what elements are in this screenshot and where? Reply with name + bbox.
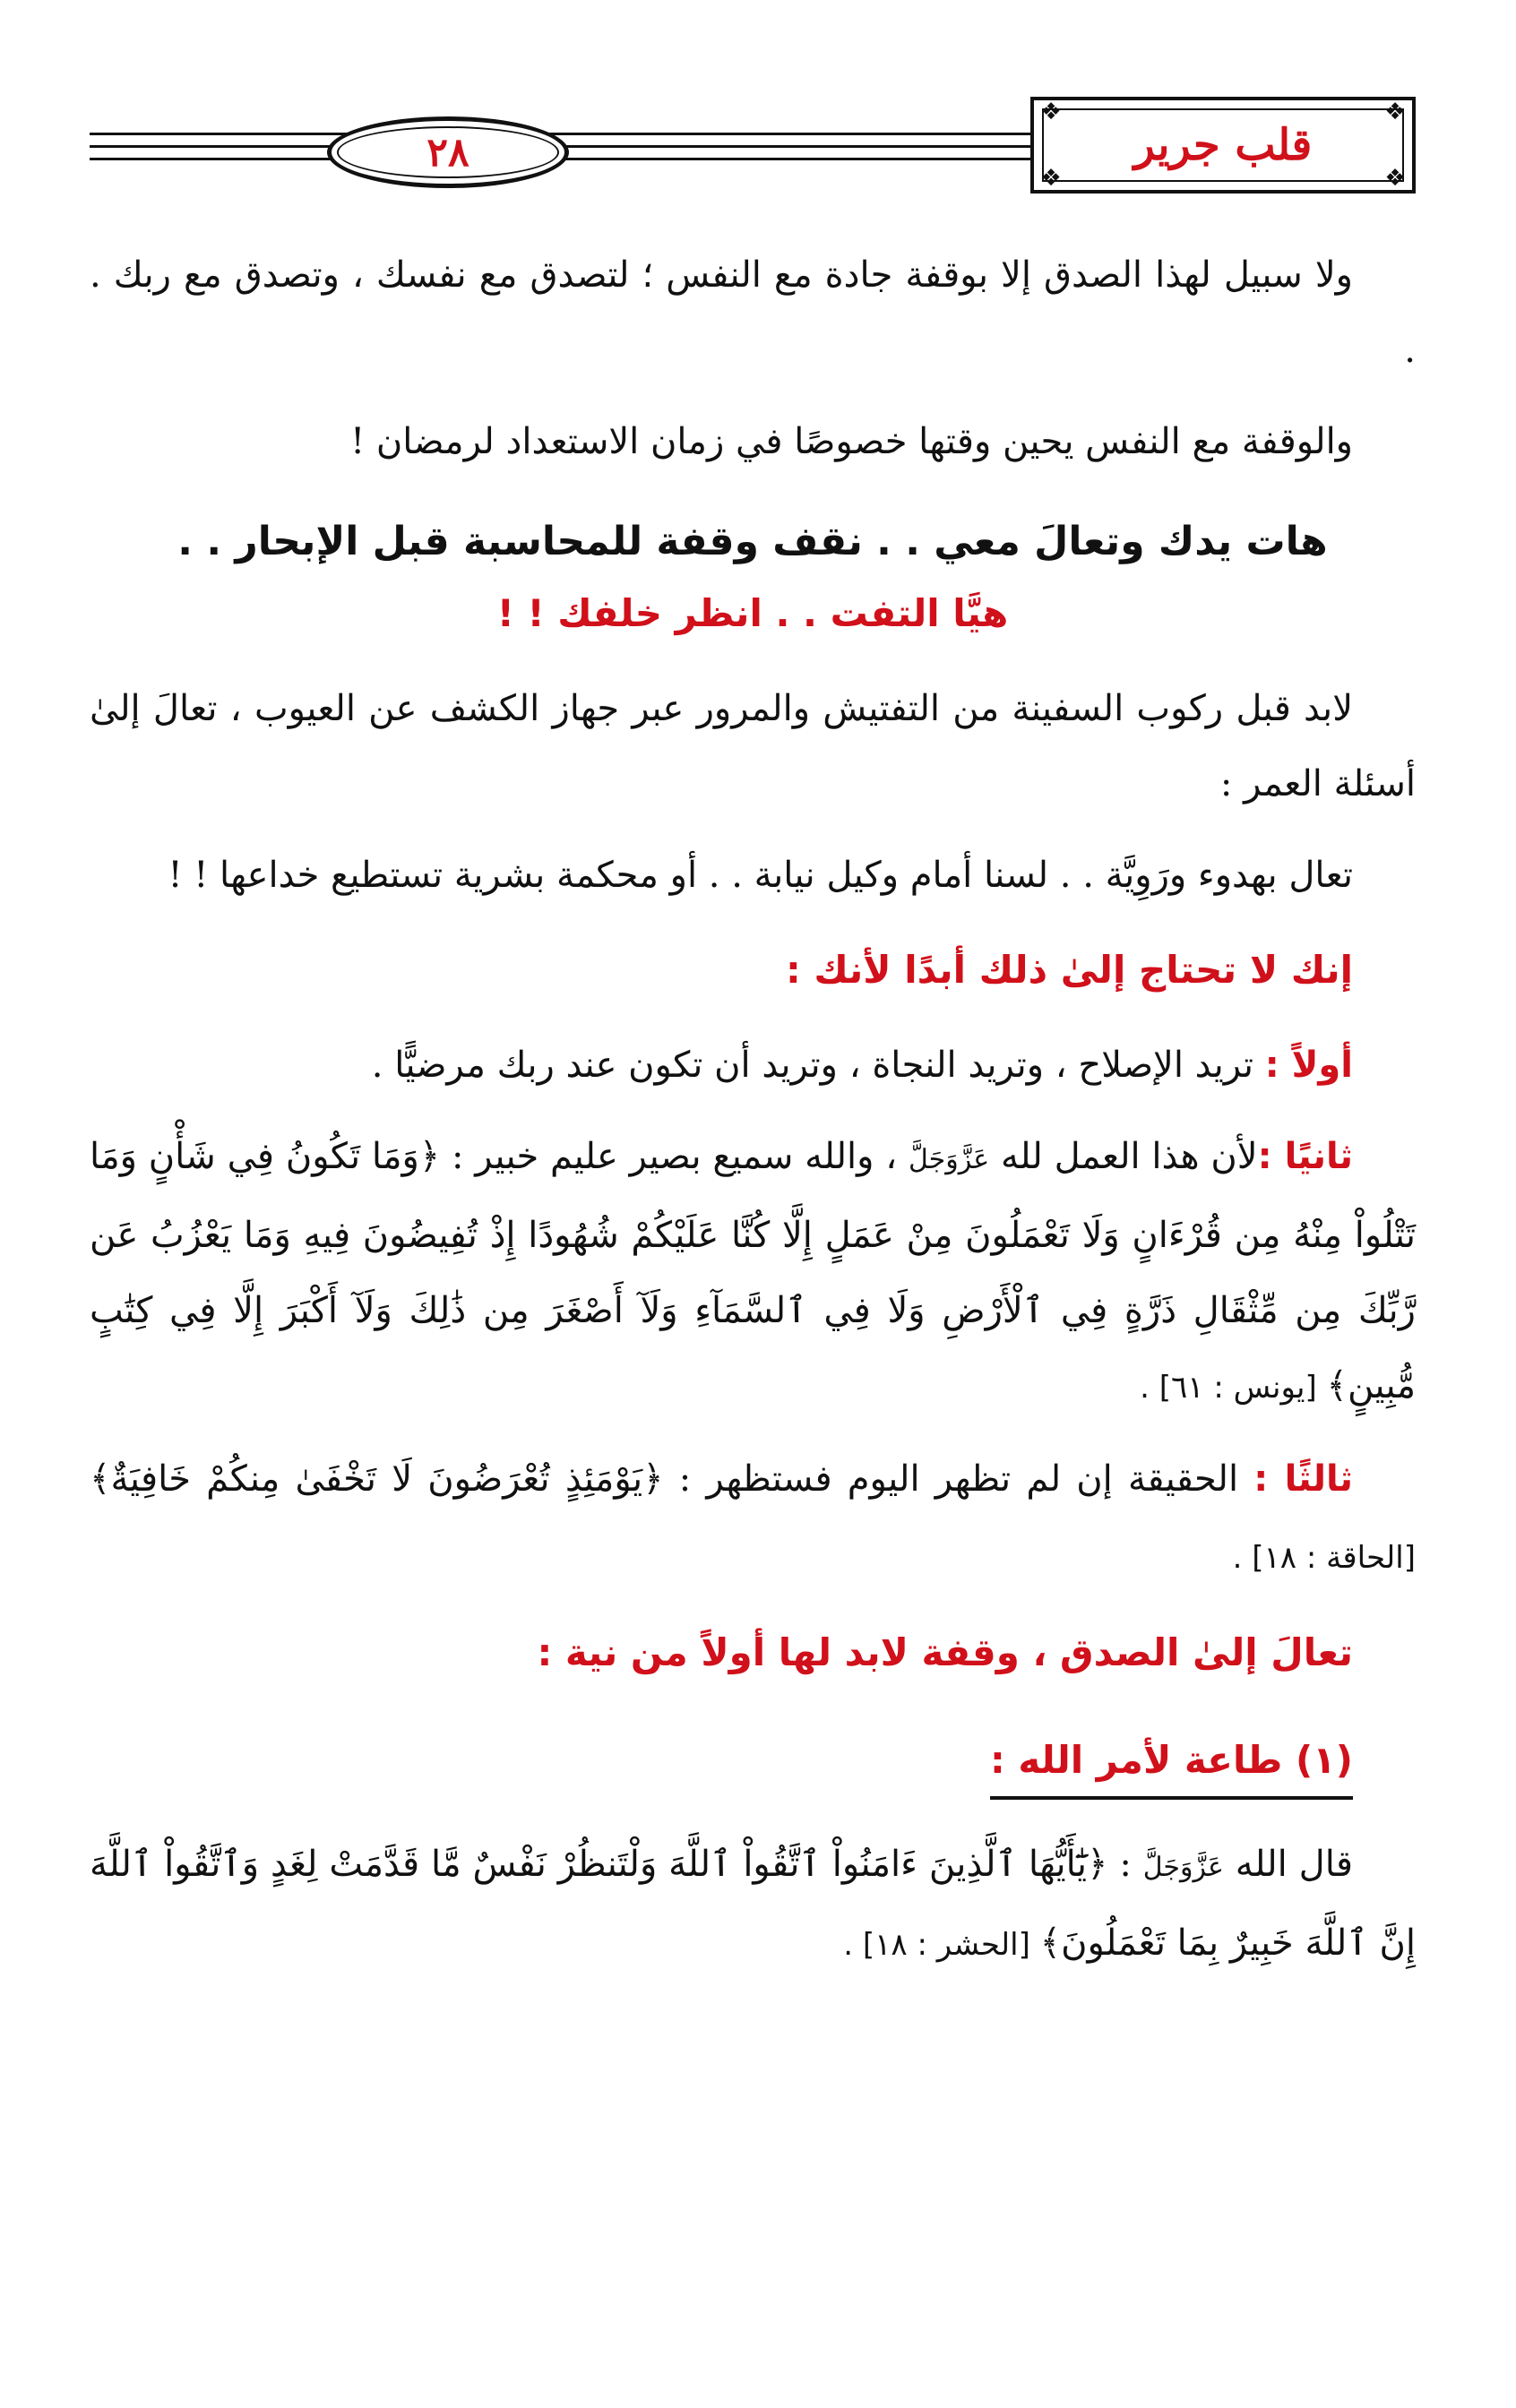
- book-title-frame: [1030, 97, 1416, 194]
- page-body: [90, 237, 1416, 1999]
- point-label: ثانيًا :: [1257, 1136, 1354, 1177]
- section-heading: تعالَ إلىٰ الصدق ، وقفة لابد لها أولاً من نية :: [537, 1630, 1353, 1674]
- corner-ornament-icon: ❖: [1384, 165, 1406, 192]
- point-third: [90, 1441, 1416, 1595]
- point-text: الحقيقة إن لم تظهر اليوم فستظهر :: [663, 1458, 1254, 1500]
- verse-reference: [الحشر : ١٨] .: [843, 1927, 1040, 1963]
- book-title: قلب جرير: [1133, 120, 1313, 170]
- honorific: عَزَّوَجَلَّ: [908, 1144, 990, 1175]
- corner-ornament-icon: ❖: [1040, 99, 1062, 125]
- point-second: [90, 1119, 1416, 1425]
- point-text: لأن هذا العمل لله: [989, 1136, 1258, 1177]
- paragraph: [90, 1827, 1416, 1982]
- point-label: ثالثًا :: [1253, 1458, 1354, 1500]
- sub-heading: (١) طاعة لأمر الله :: [990, 1728, 1353, 1800]
- quran-verse: ﴿يَوْمَئِذٍ تُعْرَضُونَ لَا تَخْفَىٰ مِنكُمْ خَافِيَةٌ﴾: [90, 1458, 664, 1500]
- bold-callout: هات يدك وتعالَ معي . . نقف وقفة للمحاسبة قبل الإبحار . .: [177, 519, 1328, 564]
- page-header: [90, 90, 1416, 215]
- paragraph-text: قال الله: [1223, 1844, 1354, 1885]
- paragraph: ولا سبيل لهذا الصدق إلا بوقفة جادة مع النفس ؛ لتصدق مع نفسك ، وتصدق مع ربك . .: [90, 254, 1416, 371]
- point-text: تريد الإصلاح ، وتريد النجاة ، وتريد أن تكون عند ربك مرضيًّا .: [371, 1045, 1265, 1086]
- red-callout: هيَّا التفت . . انظر خلفك ! !: [496, 591, 1009, 635]
- quran-verse: ﴿وَمَا تَكُونُ فِي شَأْنٍ وَمَا تَتْلُواْ مِنْهُ مِن قُرْءَانٍ وَلَا تَعْمَلُونَ مِنْ عَمَلٍ إِلَّا كُنَّا عَلَيْكُمْ شُهُودًا إِذْ تُفِيضُونَ فِيهِ وَمَا يَعْزُبُ عَن رَّبِّكَ مِن مِّثْقَالِ ذَرَّةٍ فِي ٱلْأَرْضِ وَلَا فِي ٱلسَّمَآءِ وَلَآ أَصْغَرَ مِن ذَٰلِكَ وَلَآ أَكْبَرَ إِلَّا فِي كِتَٰبٍ مُّبِينٍ﴾: [90, 1136, 1417, 1406]
- verse-reference: [يونس : ٦١] .: [1140, 1370, 1327, 1406]
- page-number-badge: [327, 116, 569, 188]
- paragraph-text: :: [1107, 1844, 1143, 1885]
- paragraph: لابد قبل ركوب السفينة من التفتيش والمرور عبر جهاز الكشف عن العيوب ، تعالَ إلىٰ أسئلة العمر :: [90, 688, 1416, 804]
- paragraph: تعال بهدوء ورَوِيَّة . . لسنا أمام وكيل نيابة . . أو محكمة بشرية تستطيع خداعها ! !: [168, 855, 1353, 896]
- corner-ornament-icon: ❖: [1384, 99, 1406, 125]
- page-number: ٢٨: [426, 129, 469, 176]
- paragraph: والوقفة مع النفس يحين وقتها خصوصًا في زمان الاستعداد لرمضان !: [350, 421, 1353, 462]
- honorific: عَزَّوَجَلَّ: [1142, 1852, 1224, 1883]
- quran-verse: ﴿يَٰٓأَيُّهَا ٱلَّذِينَ ءَامَنُواْ ٱتَّقُواْ ٱللَّهَ وَلْتَنظُرْ نَفْسٌ مَّا قَدَّمَتْ لِغَدٍ وَٱتَّقُواْ ٱللَّهَ إِنَّ ٱللَّهَ خَبِيرٌ بِمَا تَعْمَلُونَ﴾: [90, 1844, 1416, 1964]
- section-heading: إنك لا تحتاج إلىٰ ذلك أبدًا لأنك :: [786, 948, 1353, 992]
- corner-ornament-icon: ❖: [1040, 165, 1062, 192]
- point-label: أولاً :: [1264, 1045, 1353, 1086]
- point-first: [90, 1028, 1416, 1103]
- point-text: ، والله سميع بصير عليم خبير :: [440, 1136, 909, 1177]
- verse-reference: [الحاقة : ١٨] .: [1232, 1540, 1416, 1576]
